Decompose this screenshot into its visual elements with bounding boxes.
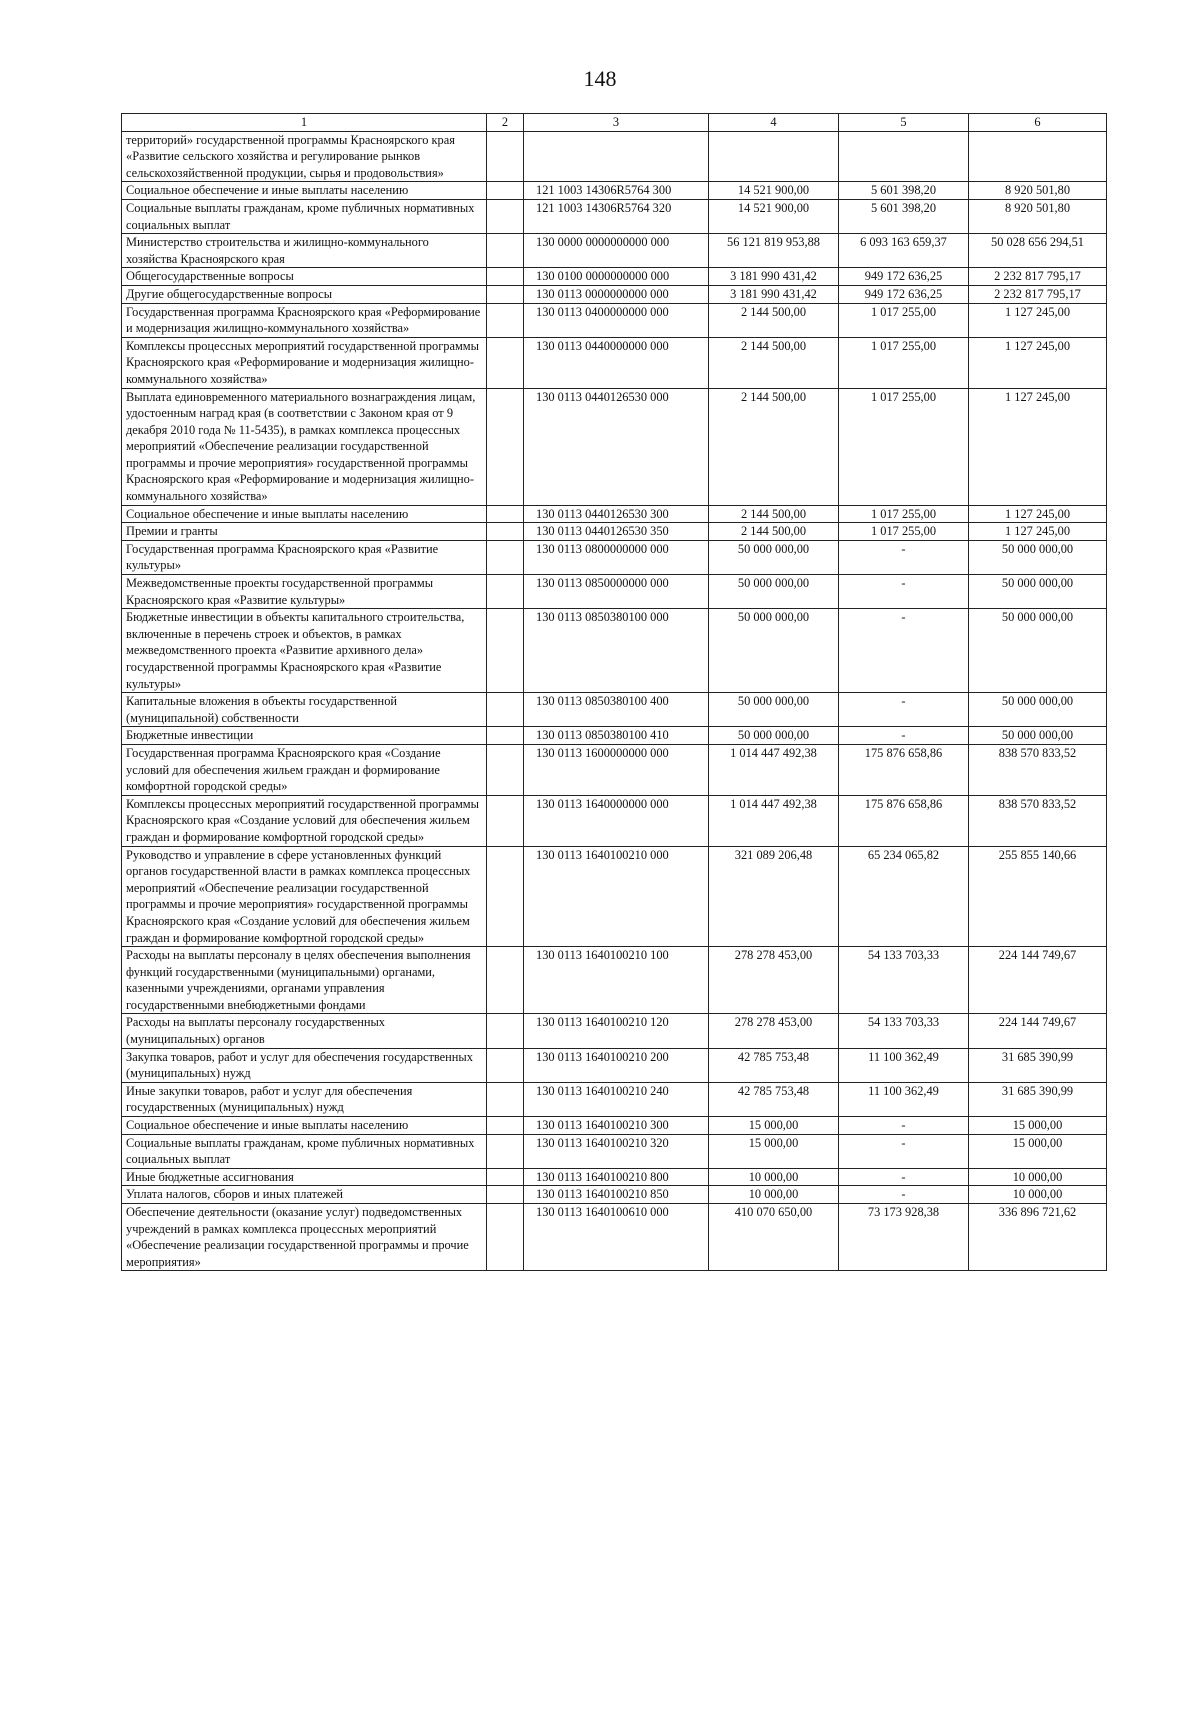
row-code: 130 0113 0400000000 000 (524, 303, 709, 337)
row-value-4: 3 181 990 431,42 (709, 268, 839, 286)
table-row (122, 727, 1107, 745)
row-name: Социальное обеспечение и иные выплаты населению (122, 182, 487, 200)
row-value-5: - (839, 1134, 969, 1168)
row-code: 130 0113 1640100210 000 (524, 846, 709, 947)
row-name: Руководство и управление в сфере установленных функций органов государственной власти в рамках комплекса процессных мероприятий «Обеспечение реализации государственной программы и прочие мероприятия» государственной программы Красноярского края «Создание условий для обеспечения жильем граждан и формирование комфортной городской среды» (122, 846, 487, 947)
column-number-6: 6 (969, 114, 1107, 132)
row-value-4: 14 521 900,00 (709, 199, 839, 233)
row-value-6 (969, 131, 1107, 182)
row-value-6: 1 127 245,00 (969, 303, 1107, 337)
row-value-6: 336 896 721,62 (969, 1204, 1107, 1271)
row-col2 (487, 795, 524, 846)
row-code: 130 0113 1640100210 200 (524, 1048, 709, 1082)
row-col2 (487, 1048, 524, 1082)
row-value-6: 224 144 749,67 (969, 947, 1107, 1014)
row-value-6: 10 000,00 (969, 1168, 1107, 1186)
row-value-5: 54 133 703,33 (839, 1014, 969, 1048)
row-value-4: 56 121 819 953,88 (709, 234, 839, 268)
row-value-5: 1 017 255,00 (839, 388, 969, 505)
row-value-6: 31 685 390,99 (969, 1048, 1107, 1082)
row-value-4: 14 521 900,00 (709, 182, 839, 200)
table-row (122, 285, 1107, 303)
row-col2 (487, 693, 524, 727)
row-value-5: - (839, 693, 969, 727)
row-col2 (487, 234, 524, 268)
row-code: 130 0113 0850380100 000 (524, 609, 709, 693)
row-col2 (487, 1204, 524, 1271)
table-row (122, 303, 1107, 337)
table-row (122, 575, 1107, 609)
row-value-4: 2 144 500,00 (709, 523, 839, 541)
row-value-4 (709, 131, 839, 182)
row-col2 (487, 1186, 524, 1204)
row-value-6: 2 232 817 795,17 (969, 285, 1107, 303)
row-value-6: 50 000 000,00 (969, 693, 1107, 727)
row-name: Расходы на выплаты персоналу государственных (муниципальных) органов (122, 1014, 487, 1048)
row-value-5: 175 876 658,86 (839, 795, 969, 846)
row-value-6: 1 127 245,00 (969, 505, 1107, 523)
row-value-4: 1 014 447 492,38 (709, 744, 839, 795)
row-name: Уплата налогов, сборов и иных платежей (122, 1186, 487, 1204)
table-row (122, 1168, 1107, 1186)
row-value-5: 54 133 703,33 (839, 947, 969, 1014)
row-value-5: 1 017 255,00 (839, 337, 969, 388)
row-value-6: 224 144 749,67 (969, 1014, 1107, 1048)
row-value-5: 949 172 636,25 (839, 268, 969, 286)
column-number-5: 5 (839, 114, 969, 132)
row-value-6: 50 000 000,00 (969, 727, 1107, 745)
row-value-5: 1 017 255,00 (839, 505, 969, 523)
row-value-6: 50 000 000,00 (969, 540, 1107, 574)
column-number-4: 4 (709, 114, 839, 132)
table-row (122, 523, 1107, 541)
row-name: Социальное обеспечение и иные выплаты населению (122, 1117, 487, 1135)
column-number-row (122, 114, 1107, 132)
row-name: Иные бюджетные ассигнования (122, 1168, 487, 1186)
row-value-4: 15 000,00 (709, 1134, 839, 1168)
table-row (122, 1134, 1107, 1168)
budget-table (121, 113, 1107, 1271)
row-code: 130 0113 0850000000 000 (524, 575, 709, 609)
row-name: территорий» государственной программы Красноярского края «Развитие сельского хозяйства и регулирование рынков сельскохозяйственной продукции, сырья и продовольствия» (122, 131, 487, 182)
table-row (122, 1186, 1107, 1204)
row-value-4: 10 000,00 (709, 1186, 839, 1204)
column-number-3: 3 (524, 114, 709, 132)
row-name: Государственная программа Красноярского края «Развитие культуры» (122, 540, 487, 574)
row-code: 130 0113 0800000000 000 (524, 540, 709, 574)
row-value-5: 6 093 163 659,37 (839, 234, 969, 268)
column-number-1: 1 (122, 114, 487, 132)
row-value-6: 255 855 140,66 (969, 846, 1107, 947)
row-value-5: - (839, 1186, 969, 1204)
row-code: 130 0113 0440126530 300 (524, 505, 709, 523)
row-value-6: 1 127 245,00 (969, 523, 1107, 541)
row-value-6: 8 920 501,80 (969, 199, 1107, 233)
row-value-4: 278 278 453,00 (709, 1014, 839, 1048)
table-row (122, 131, 1107, 182)
row-value-6: 838 570 833,52 (969, 744, 1107, 795)
row-col2 (487, 182, 524, 200)
row-value-6: 1 127 245,00 (969, 337, 1107, 388)
table-row (122, 505, 1107, 523)
row-value-6: 31 685 390,99 (969, 1082, 1107, 1116)
row-code: 130 0113 1640000000 000 (524, 795, 709, 846)
row-value-6: 2 232 817 795,17 (969, 268, 1107, 286)
table-row (122, 337, 1107, 388)
row-name: Обеспечение деятельности (оказание услуг) подведомственных учреждений в рамках комплекса процессных мероприятий «Обеспечение реализации государственной программы и прочие мероприятия» (122, 1204, 487, 1271)
row-name: Государственная программа Красноярского края «Создание условий для обеспечения жильем граждан и формирование комфортной городской среды» (122, 744, 487, 795)
row-col2 (487, 540, 524, 574)
row-col2 (487, 505, 524, 523)
row-value-4: 50 000 000,00 (709, 540, 839, 574)
table-row (122, 1048, 1107, 1082)
row-col2 (487, 575, 524, 609)
row-value-5: - (839, 1168, 969, 1186)
row-name: Государственная программа Красноярского края «Реформирование и модернизация жилищно-коммунального хозяйства» (122, 303, 487, 337)
row-value-5: 65 234 065,82 (839, 846, 969, 947)
row-code: 130 0113 1600000000 000 (524, 744, 709, 795)
table-row (122, 1117, 1107, 1135)
row-value-5: - (839, 1117, 969, 1135)
row-name: Другие общегосударственные вопросы (122, 285, 487, 303)
row-col2 (487, 268, 524, 286)
row-code: 121 1003 14306R5764 300 (524, 182, 709, 200)
row-value-4: 321 089 206,48 (709, 846, 839, 947)
row-name: Комплексы процессных мероприятий государственной программы Красноярского края «Создание условий для обеспечения жильем граждан и формирование комфортной городской среды» (122, 795, 487, 846)
row-code: 130 0113 1640100210 300 (524, 1117, 709, 1135)
row-value-4: 1 014 447 492,38 (709, 795, 839, 846)
row-col2 (487, 388, 524, 505)
table-row (122, 1014, 1107, 1048)
row-value-4: 42 785 753,48 (709, 1048, 839, 1082)
row-value-5: - (839, 727, 969, 745)
table-row (122, 1204, 1107, 1271)
row-value-5: 5 601 398,20 (839, 199, 969, 233)
row-value-6: 1 127 245,00 (969, 388, 1107, 505)
row-value-5: 1 017 255,00 (839, 303, 969, 337)
table-row (122, 693, 1107, 727)
table-row (122, 199, 1107, 233)
row-col2 (487, 523, 524, 541)
table-row (122, 1082, 1107, 1116)
row-value-4: 2 144 500,00 (709, 303, 839, 337)
row-value-4: 50 000 000,00 (709, 693, 839, 727)
row-col2 (487, 947, 524, 1014)
row-value-6: 10 000,00 (969, 1186, 1107, 1204)
row-col2 (487, 1082, 524, 1116)
row-name: Министерство строительства и жилищно-коммунального хозяйства Красноярского края (122, 234, 487, 268)
row-code (524, 131, 709, 182)
row-name: Межведомственные проекты государственной программы Красноярского края «Развитие культуры» (122, 575, 487, 609)
row-col2 (487, 131, 524, 182)
row-code: 130 0113 0850380100 410 (524, 727, 709, 745)
row-value-4: 278 278 453,00 (709, 947, 839, 1014)
row-col2 (487, 744, 524, 795)
table-row (122, 609, 1107, 693)
row-code: 130 0113 1640100210 850 (524, 1186, 709, 1204)
row-name: Капитальные вложения в объекты государственной (муниципальной) собственности (122, 693, 487, 727)
row-col2 (487, 1134, 524, 1168)
row-value-5: 175 876 658,86 (839, 744, 969, 795)
column-number-2: 2 (487, 114, 524, 132)
row-name: Бюджетные инвестиции (122, 727, 487, 745)
row-value-4: 50 000 000,00 (709, 727, 839, 745)
row-code: 130 0113 1640100210 800 (524, 1168, 709, 1186)
row-col2 (487, 727, 524, 745)
budget-table-body (122, 114, 1107, 1271)
page-number: 148 (583, 66, 617, 91)
row-col2 (487, 199, 524, 233)
row-code: 130 0000 0000000000 000 (524, 234, 709, 268)
row-value-4: 2 144 500,00 (709, 505, 839, 523)
row-value-4: 15 000,00 (709, 1117, 839, 1135)
row-name: Расходы на выплаты персоналу в целях обеспечения выполнения функций государственными (муниципальными) органами, казенными учреждениями, органами управления государственными внебюджетными фондами (122, 947, 487, 1014)
row-code: 130 0113 1640100210 320 (524, 1134, 709, 1168)
row-value-5: - (839, 575, 969, 609)
row-col2 (487, 285, 524, 303)
row-name: Закупка товаров, работ и услуг для обеспечения государственных (муниципальных) нужд (122, 1048, 487, 1082)
row-code: 130 0100 0000000000 000 (524, 268, 709, 286)
row-name: Социальные выплаты гражданам, кроме публичных нормативных социальных выплат (122, 1134, 487, 1168)
row-value-6: 50 028 656 294,51 (969, 234, 1107, 268)
row-col2 (487, 846, 524, 947)
row-value-6: 8 920 501,80 (969, 182, 1107, 200)
row-col2 (487, 337, 524, 388)
row-code: 121 1003 14306R5764 320 (524, 199, 709, 233)
row-code: 130 0113 1640100210 120 (524, 1014, 709, 1048)
row-value-5 (839, 131, 969, 182)
row-name: Выплата единовременного материального вознаграждения лицам, удостоенным наград края (в соответствии с Законом края от 9 декабря 2010 года № 11-5435), в рамках комплекса процессных мероприятий «Обеспечение реализации государственной программы и прочие мероприятия» государственной программы Красноярского края «Реформирование и модернизация жилищно-коммунального хозяйства» (122, 388, 487, 505)
row-value-5: 5 601 398,20 (839, 182, 969, 200)
row-value-6: 50 000 000,00 (969, 575, 1107, 609)
row-value-5: - (839, 540, 969, 574)
row-value-6: 838 570 833,52 (969, 795, 1107, 846)
row-code: 130 0113 1640100210 100 (524, 947, 709, 1014)
row-col2 (487, 1168, 524, 1186)
row-value-6: 50 000 000,00 (969, 609, 1107, 693)
row-code: 130 0113 0440126530 350 (524, 523, 709, 541)
table-row (122, 268, 1107, 286)
row-name: Социальное обеспечение и иные выплаты населению (122, 505, 487, 523)
row-code: 130 0113 0000000000 000 (524, 285, 709, 303)
row-col2 (487, 303, 524, 337)
row-code: 130 0113 0440000000 000 (524, 337, 709, 388)
row-value-5: 11 100 362,49 (839, 1082, 969, 1116)
row-value-4: 42 785 753,48 (709, 1082, 839, 1116)
table-row (122, 846, 1107, 947)
row-value-4: 10 000,00 (709, 1168, 839, 1186)
table-row (122, 234, 1107, 268)
row-code: 130 0113 0440126530 000 (524, 388, 709, 505)
row-value-4: 2 144 500,00 (709, 388, 839, 505)
row-name: Иные закупки товаров, работ и услуг для обеспечения государственных (муниципальных) нужд (122, 1082, 487, 1116)
row-value-6: 15 000,00 (969, 1134, 1107, 1168)
row-name: Премии и гранты (122, 523, 487, 541)
table-row (122, 744, 1107, 795)
row-col2 (487, 1117, 524, 1135)
row-value-4: 2 144 500,00 (709, 337, 839, 388)
row-name: Комплексы процессных мероприятий государственной программы Красноярского края «Реформирование и модернизация жилищно-коммунального хозяйства» (122, 337, 487, 388)
row-value-5: - (839, 609, 969, 693)
table-row (122, 540, 1107, 574)
table-row (122, 182, 1107, 200)
row-code: 130 0113 1640100210 240 (524, 1082, 709, 1116)
row-value-4: 3 181 990 431,42 (709, 285, 839, 303)
row-name: Бюджетные инвестиции в объекты капитального строительства, включенные в перечень строек и объектов, в рамках межведомственного проекта «Развитие архивного дела» государственной программы Красноярского края «Развитие культуры» (122, 609, 487, 693)
row-name: Общегосударственные вопросы (122, 268, 487, 286)
row-value-5: 949 172 636,25 (839, 285, 969, 303)
row-value-5: 11 100 362,49 (839, 1048, 969, 1082)
row-code: 130 0113 1640100610 000 (524, 1204, 709, 1271)
row-value-4: 50 000 000,00 (709, 575, 839, 609)
row-col2 (487, 609, 524, 693)
row-value-5: 73 173 928,38 (839, 1204, 969, 1271)
row-col2 (487, 1014, 524, 1048)
row-value-4: 410 070 650,00 (709, 1204, 839, 1271)
row-value-4: 50 000 000,00 (709, 609, 839, 693)
row-value-6: 15 000,00 (969, 1117, 1107, 1135)
table-row (122, 947, 1107, 1014)
row-name: Социальные выплаты гражданам, кроме публичных нормативных социальных выплат (122, 199, 487, 233)
row-code: 130 0113 0850380100 400 (524, 693, 709, 727)
table-row (122, 388, 1107, 505)
table-row (122, 795, 1107, 846)
row-value-5: 1 017 255,00 (839, 523, 969, 541)
